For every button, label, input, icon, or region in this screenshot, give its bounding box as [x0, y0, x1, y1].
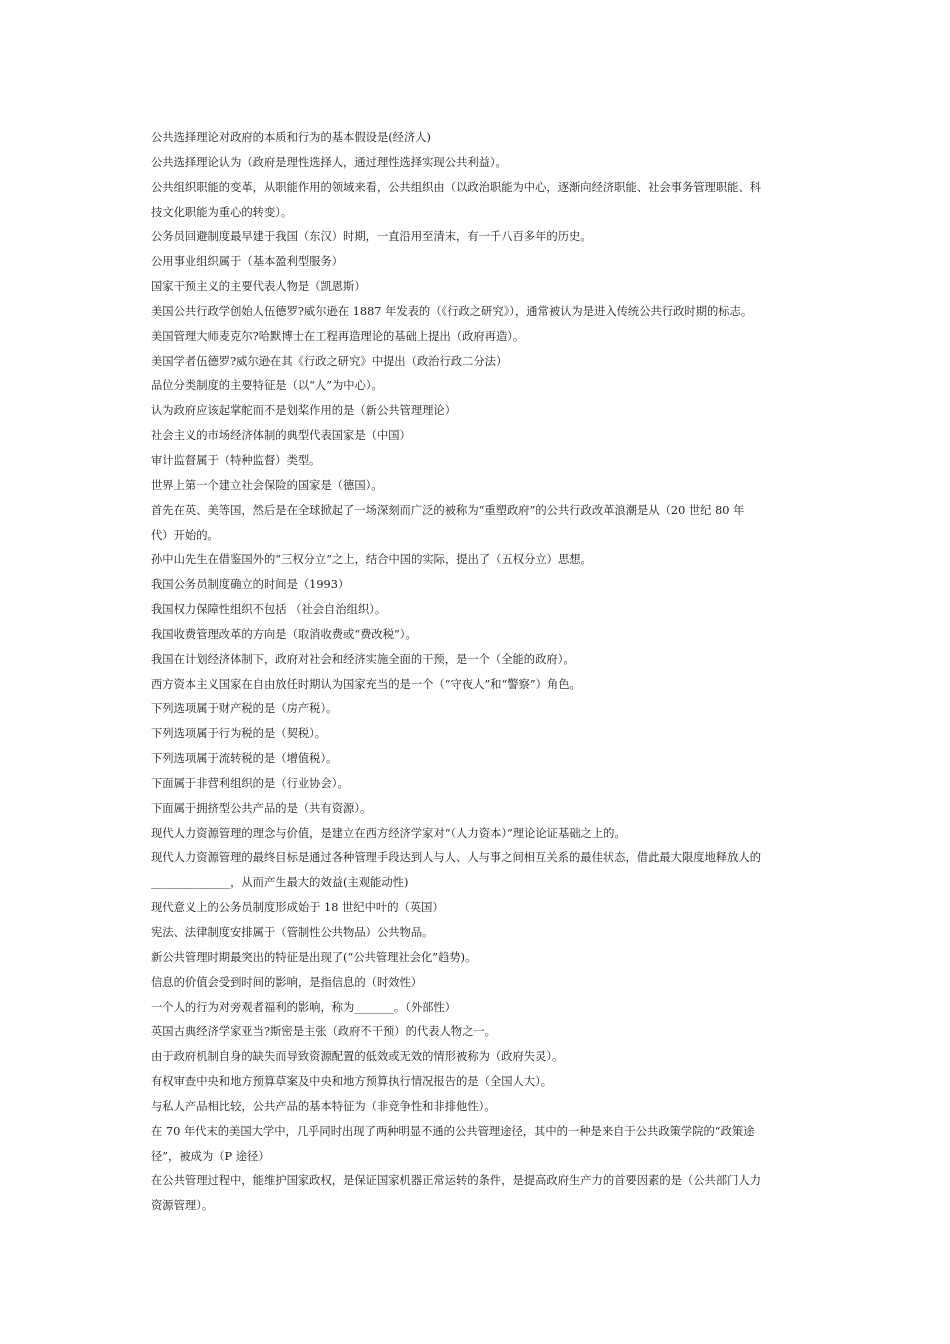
text-line: 美国管理大师麦克尔?哈默博士在工程再造理论的基础上提出（政府再造）。 [151, 329, 525, 343]
text-line: ______________，从而产生最大的效益(主观能动性) [151, 876, 409, 890]
text-line: 下列选项属于行为税的是（契税）。 [151, 727, 327, 741]
text-line: 在 70 年代末的美国大学中，几乎同时出现了两种明显不通的公共管理途径，其中的一种是来自于公共政策学院的“政策途 [151, 1124, 755, 1138]
text-line: 公共选择理论对政府的本质和行为的基本假设是(经济人) [151, 131, 431, 144]
text-line: 我国权力保障性组织不包括 （社会自治组织）。 [151, 603, 387, 617]
text-line: 与私人产品相比较，公共产品的基本特征为（非竞争性和非排他性）。 [151, 1099, 496, 1113]
text-line: 下面属于非营利组织的是（行业协会）。 [151, 776, 349, 790]
text-line: 孙中山先生在借鉴国外的“三权分立”之上，结合中国的实际，提出了（五权分立）思想。 [151, 553, 592, 567]
text-line: 社会主义的市场经济体制的典型代表国家是（中国） [151, 429, 411, 443]
text-line: 技文化职能为重心的转变）。 [151, 205, 293, 219]
text-line: 现代人力资源管理的最终目标是通过各种管理手段达到人与人、人与事之间相互关系的最佳状态，借此最大限度地释放人的 [151, 851, 762, 865]
text-line: 公共选择理论认为（政府是理性选择人，通过理性选择实现公共利益）。 [151, 155, 507, 169]
text-line: 信息的价值会受到时间的影响，是指信息的（时效性） [151, 975, 423, 989]
text-line: 公共组织职能的变革，从职能作用的领域来看，公共组织由（以政治职能为中心，逐渐向经济职能、社会事务管理职能、科 [151, 180, 762, 194]
text-line: 美国学者伍德罗?威尔逊在其《行政之研究》中提出（政治行政二分法） [151, 354, 508, 368]
text-line: 下面属于拥挤型公共产品的是（共有资源）。 [151, 801, 372, 815]
text-line: 径”，被成为（P 途径） [151, 1149, 270, 1163]
text-line: 新公共管理时期最突出的特征是出现了(“公共管理社会化”趋势)。 [151, 950, 477, 964]
text-line: 宪法、法律制度安排属于（管制性公共物品）公共物品。 [151, 926, 434, 939]
text-line: 美国公共行政学创始人伍德罗?威尔逊在 1887 年发表的（《行政之研究》），通常被认为是进入传统公共行政时期的标志。 [151, 304, 753, 318]
text-line: 现代人力资源管理的理念与价值，是建立在西方经济学家对“（人力资本）”理论论证基础之上的。 [151, 826, 626, 840]
text-line: 公用事业组织属于（基本盈利型服务） [151, 255, 344, 269]
text-line: 资源管理）。 [151, 1199, 214, 1213]
text-line: 认为政府应该起掌舵而不是划桨作用的是（新公共管理理论） [151, 404, 457, 418]
text-line: 代）开始的。 [151, 528, 219, 542]
text-line: 首先在英、美等国，然后是在全球掀起了一场深刻而广泛的被称为“重塑政府”的公共行政改革浪潮是从（20 世纪 80 年 [151, 503, 745, 517]
text-line: 一个人的行为对旁观者福利的影响，称为_______。（外部性） [151, 1000, 457, 1014]
text-line: 我国在计划经济体制下，政府对社会和经济实施全面的干预，是一个（全能的政府）。 [151, 652, 575, 666]
text-line: 英国古典经济学家亚当?斯密是主张（政府不干预）的代表人物之一。 [151, 1025, 496, 1039]
text-line: 审计监督属于（特种监督）类型。 [151, 453, 321, 467]
text-line: 品位分类制度的主要特征是（以“人”为中心）。 [151, 379, 383, 393]
text-line: 由于政府机制自身的缺失而导致资源配置的低效或无效的情形被称为（政府失灵）。 [151, 1050, 564, 1064]
text-line: 国家干预主义的主要代表人物是（凯恩斯） [151, 280, 366, 294]
text-line: 在公共管理过程中，能维护国家政权，是保证国家机器正常运转的条件，是提高政府生产力的首要因素的是（公共部门人力 [151, 1174, 762, 1188]
text-line: 西方资本主义国家在自由放任时期认为国家充当的是一个（“守夜人”和“警察”）角色。 [151, 677, 581, 691]
text-line: 我国收费管理改革的方向是（取消收费或“费改税”）。 [151, 627, 417, 641]
text-line: 现代意义上的公务员制度形成始于 18 世纪中叶的（英国） [151, 901, 444, 915]
text-line: 公务员回避制度最早建于我国（东汉）时期，一直沿用至清末，有一千八百多年的历史。 [151, 230, 592, 244]
text-line: 下列选项属于财产税的是（房产税）。 [151, 702, 338, 716]
text-line: 我国公务员制度确立的时间是（1993） [151, 578, 350, 592]
text-line: 世界上第一个建立社会保险的国家是（德国）。 [151, 478, 383, 492]
text-line: 下列选项属于流转税的是（增值税）。 [151, 752, 338, 766]
document-body [151, 126, 801, 1219]
text-line: 有权审查中央和地方预算草案及中央和地方预算执行情况报告的是（全国人大）。 [151, 1075, 553, 1089]
